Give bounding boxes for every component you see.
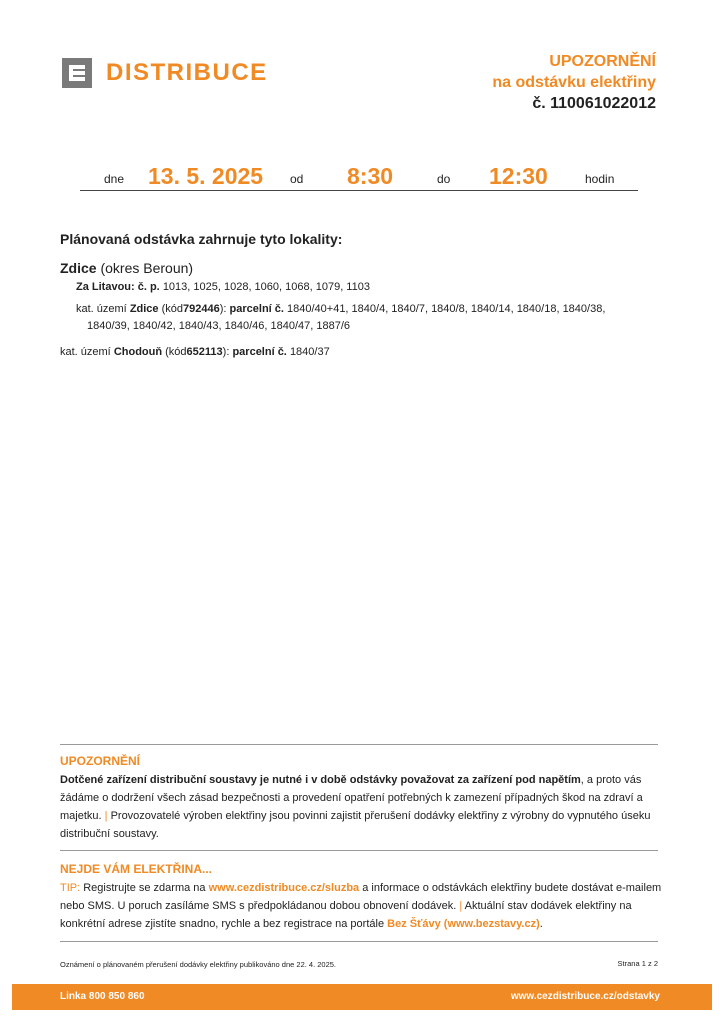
warning-separator: | <box>104 810 108 822</box>
cad1-parcels-line2: 1840/39, 1840/42, 1840/43, 1840/46, 1840/47, 1887/6 <box>87 320 351 332</box>
cez-logo-icon <box>62 58 92 88</box>
localities-heading: Plánovaná odstávka zahrnuje tyto lokality: <box>60 231 343 247</box>
tip-text <box>60 879 664 933</box>
time-to: 12:30 <box>489 163 548 189</box>
district: (okres Beroun) <box>100 260 194 276</box>
footer-bar <box>12 984 712 1010</box>
cad2-name: Chodouň <box>113 346 163 358</box>
street-cp-label: č. p. <box>137 281 160 293</box>
tip-label: TIP: <box>60 882 81 894</box>
cad2-code-open: (kód <box>165 346 187 358</box>
cad1-name: Zdice <box>129 303 159 315</box>
cadastre-chodoun <box>60 344 330 361</box>
tip-text2: a informace o odstávkách elektřiny budete dostávat e-mailem nebo SMS. U poruch zasíláme SMS s předpokládanou dobou obnovení dodávek. <box>60 882 662 912</box>
cad2-code: 652113 <box>186 346 223 358</box>
cad1-code: 792446 <box>183 303 220 315</box>
warning-text <box>60 771 664 843</box>
time-from: 8:30 <box>347 163 394 189</box>
cad2-code-close: ): <box>222 346 230 358</box>
warning-title: UPOZORNĚNÍ <box>60 754 141 768</box>
cadastre-zdice <box>76 301 666 335</box>
divider <box>60 744 658 745</box>
cad2-prefix: kat. území <box>60 346 111 358</box>
notice-number: č. 110061022012 <box>532 94 656 112</box>
registration-link[interactable]: www.cezdistribuce.cz/sluzba <box>208 882 360 894</box>
warning-text1: , a proto vás žádáme o dodržení všech zásad bezpečnosti a provedení opatření potřebných k zamezení případných škod na zdraví a majetku. <box>60 774 643 822</box>
cad1-code-open: (kód <box>161 303 184 315</box>
town-line <box>60 260 193 276</box>
warning-bold: Dotčené zařízení distribuční soustavy je nutné i v době odstávky považovat za zařízení pod napětím <box>60 774 581 786</box>
tip-text3: Aktuální stav dodávek elektřiny na konkrétní adrese zjistíte snadno, rychle a bez registrace na portále <box>60 900 632 930</box>
cad2-parcel-label: parcelní č. <box>232 346 287 358</box>
cad1-code-close: ): <box>219 303 227 315</box>
footer-website-link[interactable]: www.cezdistribuce.cz/odstavky <box>510 991 660 1002</box>
logo-text: DISTRIBUCE <box>106 59 268 86</box>
hotline[interactable]: Linka 800 850 860 <box>60 991 145 1002</box>
notice-title <box>492 52 656 114</box>
title-line1: UPOZORNĚNÍ <box>549 53 656 70</box>
label-from: od <box>290 172 304 186</box>
label-day: dne <box>104 172 125 186</box>
published-note: Oznámení o plánovaném přerušení dodávky elektřiny publikováno dne 22. 4. 2025. <box>60 960 337 969</box>
label-to: do <box>437 172 451 186</box>
cad1-parcel-label: parcelní č. <box>229 303 284 315</box>
street-name: Za Litavou: <box>76 281 135 293</box>
cad1-prefix: kat. území <box>76 303 127 315</box>
divider <box>60 941 658 942</box>
schedule-row <box>80 160 638 191</box>
town-name: Zdice <box>60 260 97 276</box>
brand-logo <box>62 58 268 88</box>
portal-name: Bez Šťávy <box>387 918 441 930</box>
title-line2: na odstávku elektřiny <box>492 73 656 91</box>
cad1-parcels-line1: 1840/40+41, 1840/4, 1840/7, 1840/8, 1840/14, 1840/18, 1840/38, <box>287 303 606 315</box>
cad2-parcels: 1840/37 <box>289 346 330 358</box>
divider <box>60 850 658 851</box>
page-number: Strana 1 z 2 <box>617 959 658 968</box>
warning-text2: Provozovatelé výroben elektřiny jsou povinni zajistit přerušení dodávky elektřiny z výrobny do vypnutého úseku distribuční soustavy. <box>60 810 651 840</box>
tip-title: NEJDE VÁM ELEKTŘINA... <box>60 862 213 876</box>
street-line <box>76 279 370 296</box>
street-numbers: 1013, 1025, 1028, 1060, 1068, 1079, 1103 <box>162 281 370 293</box>
label-hours: hodin <box>585 172 615 186</box>
outage-date: 13. 5. 2025 <box>148 163 264 189</box>
portal-link[interactable]: (www.bezstavy.cz) <box>443 918 540 930</box>
tip-text1: Registrujte se zdarma na <box>83 882 206 894</box>
tip-end: . <box>539 918 543 930</box>
tip-separator: | <box>459 900 463 912</box>
